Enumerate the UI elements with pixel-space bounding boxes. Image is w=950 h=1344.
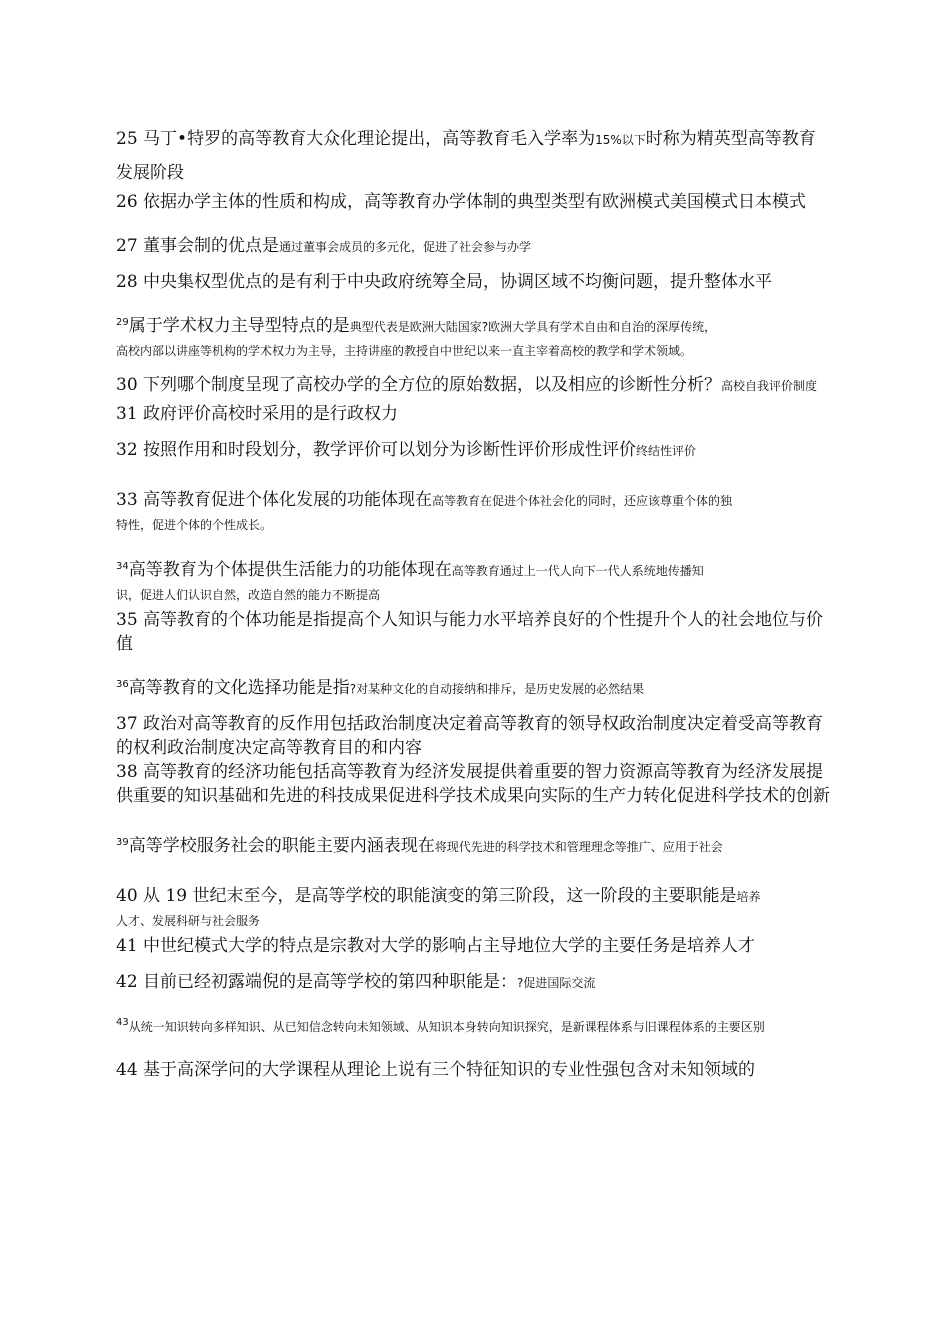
item-number: 38 <box>116 762 138 782</box>
list-item <box>116 314 832 338</box>
list-item <box>116 270 832 294</box>
item-small-text: 高等教育在促进个体社会化的同时，还应该尊重个体的独 <box>432 494 733 508</box>
item-text: 董事会制的优点是 <box>143 236 280 256</box>
list-item <box>116 712 832 760</box>
item-small-text: ?对某种文化的自动接纳和排斥，是历史发展的必然结果 <box>349 682 645 696</box>
item-number: 27 <box>116 236 138 256</box>
item-small-text: 培养 <box>736 890 761 904</box>
item-number: 37 <box>116 714 138 734</box>
item-number: 41 <box>116 936 138 956</box>
item-number: 28 <box>116 272 138 292</box>
item-text-rest: 时称为精英型高等教育发展阶段 <box>116 129 816 183</box>
list-item <box>116 1014 832 1038</box>
item-small-text: 高等教育通过上一代人向下一代人系统地传播知 <box>451 564 704 578</box>
list-item <box>116 368 832 402</box>
list-item <box>116 1058 832 1082</box>
item-text: 高等教育为个体提供生活能力的功能体现在 <box>128 560 452 580</box>
item-text: 政治对高等教育的反作用包括政治制度决定着高等教育的领导权政治制度决定着受高等教育的权利政治制度决定高等教育目的和内容 <box>116 714 824 758</box>
list-item <box>116 234 832 258</box>
list-item <box>116 438 832 462</box>
item-number: 35 <box>116 610 138 630</box>
item-text: 政府评价高校时采用的是行政权力 <box>143 404 399 424</box>
item-text: 高等教育的文化选择功能是指 <box>128 678 350 698</box>
list-item <box>116 760 832 808</box>
document-body <box>116 122 832 1082</box>
list-item <box>116 122 832 190</box>
list-item <box>116 558 832 582</box>
item-small-text: 通过董事会成员的多元化，促进了社会参与办学 <box>279 240 532 254</box>
item-number: 30 <box>116 375 138 395</box>
item-number: 26 <box>116 192 138 212</box>
list-item-continuation: 高校内部以讲座等机构的学术权力为主导，主持讲座的教授自中世纪以来一直主宰着高校的教学和学术领域。 <box>116 344 693 358</box>
item-small-text: 终结性评价 <box>636 444 697 458</box>
item-number: 32 <box>116 440 138 460</box>
item-text: 高等教育的个体功能是指提高个人知识与能力水平培养良好的个性提升个人的社会地位与价值 <box>116 610 824 654</box>
item-text: 高等学校服务社会的职能主要内涵表现在 <box>128 836 435 856</box>
item-small-text: 典型代表是欧洲大陆国家?欧洲大学具有学术自由和自治的深厚传统， <box>349 320 717 334</box>
list-item <box>116 934 832 958</box>
list-item <box>116 608 832 656</box>
item-number: 31 <box>116 404 138 424</box>
item-text: 高等教育促进个体化发展的功能体现在 <box>143 490 433 510</box>
list-item-continuation: 人才、发展科研与社会服务 <box>116 914 261 928</box>
item-small-text: 15%以下 <box>595 133 646 147</box>
item-text: 中世纪模式大学的特点是宗教对大学的影响占主导地位大学的主要任务是培养人才 <box>143 936 756 956</box>
item-text: 从 19 世纪末至今，是高等学校的职能演变的第三阶段，这一阶段的主要职能是 <box>143 886 737 906</box>
item-number: 25 <box>116 129 138 149</box>
item-number: 40 <box>116 886 138 906</box>
item-text: 下列哪个制度呈现了高校办学的全方位的原始数据，以及相应的诊断性分析？ <box>143 375 722 395</box>
item-small-text: 将现代先进的科学技术和管理理念等推广、应用于社会 <box>434 840 723 854</box>
item-number: 34 <box>116 561 129 572</box>
item-text: 高等教育的经济功能包括高等教育为经济发展提供着重要的智力资源高等教育为经济发展提供重要的知识基础和先进的科技成果促进科学技术成果向实际的生产力转化促进科学技术的创新 <box>116 762 830 806</box>
list-item <box>116 970 832 994</box>
item-number: 44 <box>116 1060 138 1080</box>
item-number: 33 <box>116 490 138 510</box>
item-text: 基于高深学问的大学课程从理论上说有三个特征知识的专业性强包含对未知领域的 <box>143 1060 756 1080</box>
item-number: 39 <box>116 837 129 848</box>
item-text: 属于学术权力主导型特点的是 <box>128 316 350 336</box>
list-item <box>116 488 832 512</box>
item-number: 36 <box>116 679 129 690</box>
item-number: 43 <box>116 1017 129 1028</box>
item-number: 42 <box>116 972 138 992</box>
list-item <box>116 402 832 426</box>
item-small-text: ?促进国际交流 <box>517 976 596 990</box>
list-item <box>116 834 832 858</box>
item-small-text: 从统一知识转向多样知识、从已知信念转向未知领域、从知识本身转向知识探究，是新课程体系与旧课程体系的主要区别 <box>128 1020 765 1034</box>
item-text: 按照作用和时段划分，教学评价可以划分为诊断性评价形成性评价 <box>143 440 637 460</box>
item-text: 中央集权型优点的是有利于中央政府统筹全局，协调区域不均衡问题，提升整体水平 <box>143 272 773 292</box>
list-item <box>116 190 832 214</box>
list-item-continuation: 特性，促进个体的个性成长。 <box>116 518 273 532</box>
item-small-text: 高校自我评价制度 <box>721 379 818 393</box>
item-number: 29 <box>116 317 129 328</box>
list-item <box>116 676 832 700</box>
item-text: 依据办学主体的性质和构成，高等教育办学体制的典型类型有欧洲模式美国模式日本模式 <box>143 192 807 212</box>
list-item-continuation: 识，促进人们认识自然，改造自然的能力不断提高 <box>116 588 381 602</box>
item-text: 马丁•特罗的高等教育大众化理论提出，高等教育毛入学率为 <box>143 129 596 149</box>
list-item <box>116 884 832 908</box>
item-text: 目前已经初露端倪的是高等学校的第四种职能是： <box>143 972 518 992</box>
